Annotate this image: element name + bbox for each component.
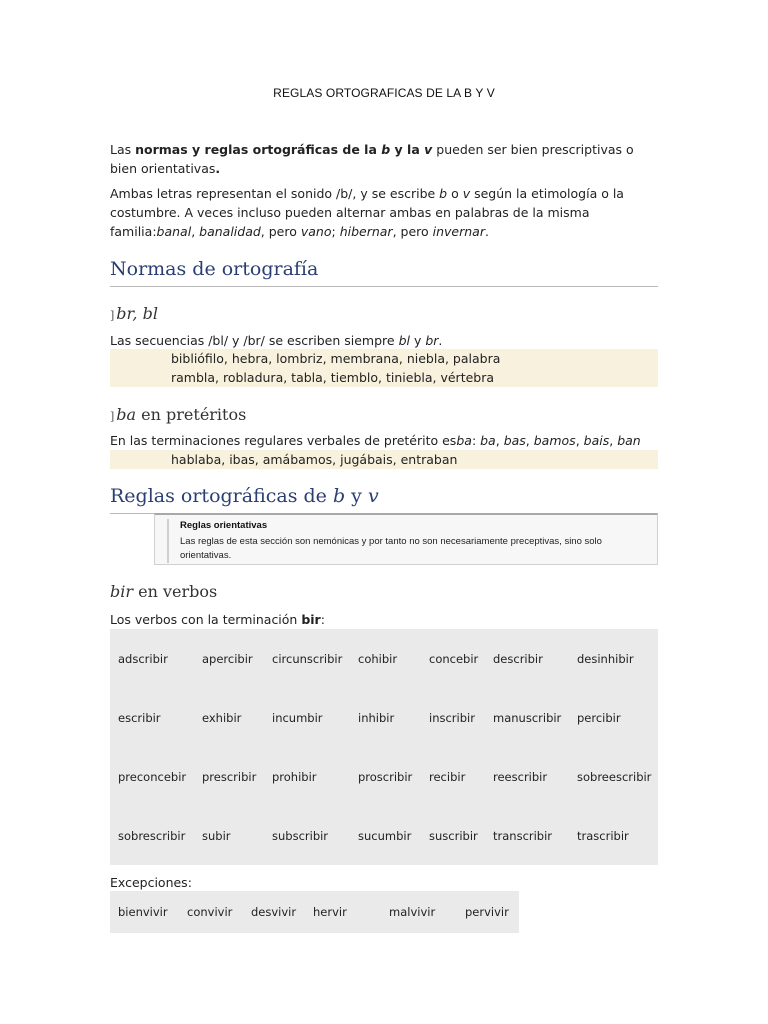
text: . A veces incluso pueden alternar ambas en palabras de la misma familia:	[110, 205, 590, 239]
anchor-mark: ]	[110, 410, 115, 423]
example-line: bibliófilo, hebra, lombriz, membrana, niebla, palabra	[171, 351, 501, 366]
examples-box-ba	[110, 450, 658, 469]
text: Las	[110, 142, 136, 157]
rule-text-br-bl	[110, 331, 658, 350]
section-heading-normas: Normas de ortografía	[110, 258, 658, 287]
example-line: hablaba, ibas, amábamos, jugábais, entraban	[171, 452, 458, 467]
italic-text: vano	[300, 224, 332, 239]
exceptions-label: Excepciones:	[110, 875, 192, 890]
verb-cell: trascribir	[577, 828, 629, 843]
subheading-text: en pretéritos	[136, 405, 247, 424]
verb-cell: sobreescribir	[577, 769, 652, 784]
verb-cell: describir	[493, 651, 543, 666]
italic-text: hibernar	[339, 224, 393, 239]
table-row	[110, 629, 658, 688]
text: ;	[331, 224, 340, 239]
text: ,	[191, 224, 200, 239]
text: Ambas letras representan el sonido /b/, y se escribe	[110, 186, 440, 201]
verb-cell: cohibir	[358, 651, 398, 666]
text: o	[447, 186, 463, 201]
italic-text: br	[425, 333, 439, 348]
italic-text: bas	[503, 433, 526, 448]
table-row	[110, 688, 658, 747]
example-line: rambla, robladura, tabla, tiemblo, tiniebla, vértebra	[171, 370, 495, 385]
exception-cell: convivir	[187, 905, 233, 919]
italic-text: ban	[617, 433, 641, 448]
intro-paragraph-1	[110, 140, 658, 178]
italic-text: bl	[398, 333, 410, 348]
text: , pero	[260, 224, 301, 239]
text: En las terminaciones regulares verbales de pretérito es	[110, 433, 457, 448]
italic-text: bamos	[533, 433, 576, 448]
examples-box-br-bl	[110, 349, 658, 387]
text: pueden ser bien prescriptivas o bien orientativas	[110, 142, 634, 176]
exceptions-table	[110, 891, 519, 933]
subheading-italic: bir	[110, 582, 134, 601]
heading-italic: v	[367, 485, 379, 507]
bold-italic-text: v	[424, 142, 433, 157]
exception-cell: pervivir	[465, 905, 509, 919]
verb-cell: suscribir	[429, 828, 478, 843]
verb-cell: apercibir	[202, 651, 253, 666]
verb-cell: escribir	[118, 710, 161, 725]
italic-text: v	[462, 186, 471, 201]
note-title: Reglas orientativas	[180, 520, 268, 531]
verb-cell: reescribir	[493, 769, 548, 784]
heading-italic: b	[332, 485, 346, 507]
text: , pero	[392, 224, 433, 239]
subheading-text: en verbos	[133, 582, 218, 601]
italic-text: banalidad	[199, 224, 261, 239]
text: ,	[495, 433, 504, 448]
bold-text: y la	[390, 142, 425, 157]
text: .	[484, 224, 489, 239]
verb-cell: incumbir	[272, 710, 323, 725]
table-row	[110, 747, 658, 806]
text: .	[438, 333, 443, 348]
exception-cell: desvivir	[251, 905, 297, 919]
italic-text: ba	[456, 433, 472, 448]
verb-cell: sobrescribir	[118, 828, 186, 843]
verb-cell: desinhibir	[577, 651, 634, 666]
verb-cell: transcribir	[493, 828, 553, 843]
note-bar	[167, 519, 169, 563]
section-heading-reglas	[110, 485, 658, 514]
verb-cell: circunscribir	[272, 651, 343, 666]
italic-text: banal	[156, 224, 192, 239]
bold-text: .	[215, 161, 221, 176]
text: Las secuencias /bl/ y /br/ se escriben siempre	[110, 333, 399, 348]
verb-cell: percibir	[577, 710, 621, 725]
text: Los verbos con la terminación	[110, 612, 302, 627]
verb-cell: preconcebir	[118, 769, 187, 784]
anchor-mark: ]	[110, 309, 115, 322]
italic-text: bais	[583, 433, 610, 448]
bold-text: bir	[301, 612, 321, 627]
subheading-text: br, bl	[116, 304, 158, 323]
italic-text: ba	[480, 433, 496, 448]
table-row	[110, 891, 519, 933]
text: :	[471, 433, 481, 448]
verb-cell: manuscribir	[493, 710, 562, 725]
verb-cell: adscribir	[118, 651, 168, 666]
subheading-bir-verbos	[110, 582, 217, 601]
verb-cell: prescribir	[202, 769, 257, 784]
bold-text: normas y reglas ortográficas de la	[135, 142, 382, 157]
text: ,	[525, 433, 534, 448]
verb-cell: exhibir	[202, 710, 242, 725]
rule-text-ba	[110, 431, 658, 450]
text: y	[409, 333, 426, 348]
text: ,	[575, 433, 584, 448]
verb-cell: prohibir	[272, 769, 317, 784]
bold-italic-text: b	[381, 142, 391, 157]
document-title: REGLAS ORTOGRAFICAS DE LA B Y V	[273, 86, 495, 100]
verbs-table	[110, 629, 658, 865]
text: ,	[609, 433, 618, 448]
italic-text: invernar	[432, 224, 485, 239]
note-text: Las reglas de esta sección son nemónicas y por tanto no son necesariamente preceptivas, sino solo orientativas.	[180, 536, 602, 561]
heading-text: y	[345, 485, 368, 507]
exception-cell: hervir	[313, 905, 347, 919]
subheading-italic: ba	[116, 405, 137, 424]
verb-cell: subir	[202, 828, 231, 843]
subheading-br-bl	[110, 304, 158, 323]
verb-cell: recibir	[429, 769, 466, 784]
exception-cell: malvivir	[389, 905, 436, 919]
intro-paragraph-2	[110, 184, 658, 241]
italic-text: b	[439, 186, 448, 201]
heading-text: Reglas ortográficas de	[110, 485, 333, 507]
verb-cell: concebir	[429, 651, 479, 666]
verb-cell: sucumbir	[358, 828, 412, 843]
rule-text-bir	[110, 610, 658, 629]
verb-cell: subscribir	[272, 828, 329, 843]
verb-cell: inscribir	[429, 710, 475, 725]
text: :	[320, 612, 325, 627]
verb-cell: proscribir	[358, 769, 413, 784]
orientative-rules-note	[154, 513, 658, 565]
table-row	[110, 806, 658, 865]
text: según la etimología o la costumbre	[110, 186, 624, 220]
subheading-ba-preteritos	[110, 405, 246, 424]
verb-cell: inhibir	[358, 710, 395, 725]
exception-cell: bienvivir	[118, 905, 168, 919]
